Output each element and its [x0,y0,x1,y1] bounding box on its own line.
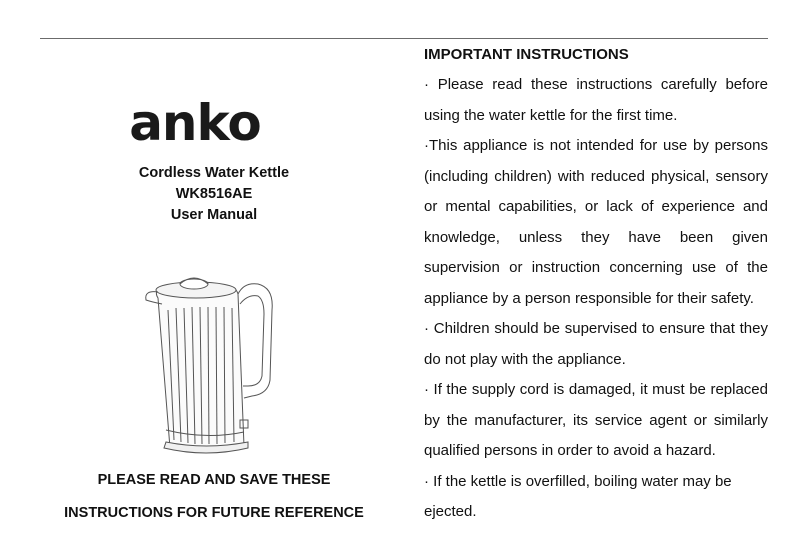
instruction-item-2: ·This appliance is not intended for use by persons (including children) with reduced physical, sensory or mental capabilities, or lack of experience and knowledge, unless they have been given supervision or instruction concerning use of the appliance by a person responsible for their safety. [424,137,768,307]
anko-logo [115,98,275,150]
save-note-line-2: INSTRUCTIONS FOR FUTURE REFERENCE [64,505,364,521]
save-instructions-note [40,464,388,530]
product-title [40,163,388,226]
instructions-column [424,40,768,528]
cover-column [40,40,388,553]
instruction-item-1: · Please read these instructions carefully before using the water kettle for the first time. [424,76,768,124]
logo-text: anko [129,98,261,150]
model-number: WK8516AE [175,186,253,202]
save-note-line-1: PLEASE READ AND SAVE THESE [97,472,331,488]
manual-label: User Manual [170,207,258,223]
product-name: Cordless Water Kettle [138,165,290,181]
kettle-illustration [140,270,280,458]
instructions-heading: IMPORTANT INSTRUCTIONS [424,46,629,63]
instruction-item-4: · If the supply cord is damaged, it must be replaced by the manufacturer, its service agent or similarly qualified persons in order to avoid a hazard. [424,381,768,459]
instruction-item-3: · Children should be supervised to ensure that they do not play with the appliance. [424,320,768,368]
instruction-item-5: · If the kettle is overfilled, boiling water may be ejected. [424,472,732,520]
top-rule [40,38,768,39]
